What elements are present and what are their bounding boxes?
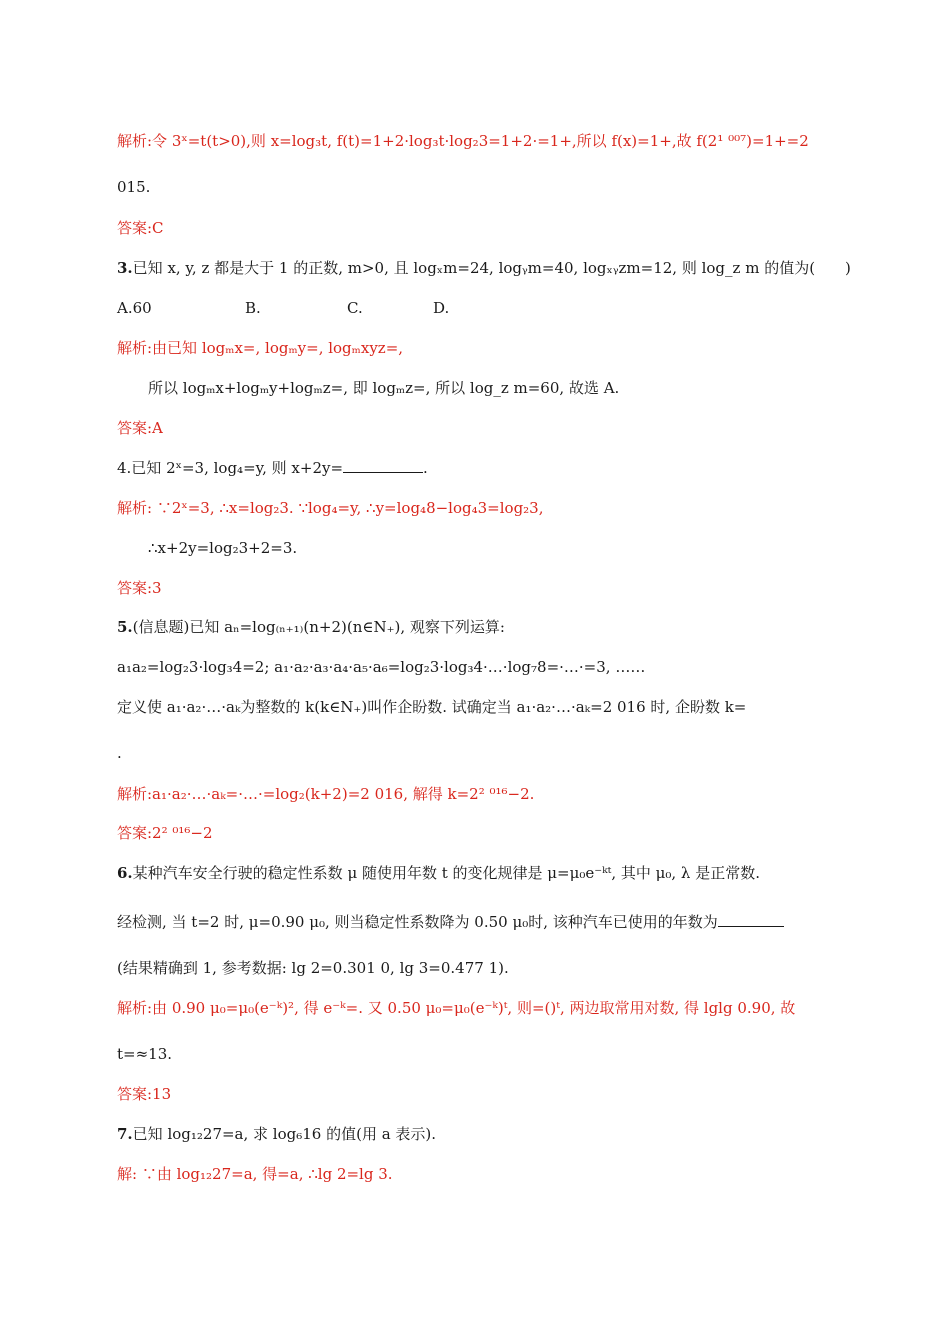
option-c: C. <box>347 299 363 317</box>
solution-line: 所以 logₘx+logₘy+logₘz=, 即 logₘz=, 所以 log_z m=60, 故选 A. <box>148 379 620 397</box>
question-3: 3.已知 x, y, z 都是大于 1 的正数, m>0, 且 logₓm=24, logᵧm=40, logₓᵧzm=12, 则 log_z m 的值为( ) <box>117 259 851 277</box>
answer-line: 答案:A <box>117 419 163 437</box>
option-a: A.60 <box>117 299 152 317</box>
question-5: 5.(信息题)已知 aₙ=log₍ₙ₊₁₎(n+2)(n∈N₊), 观察下列运算: <box>117 618 505 636</box>
answer-line: 答案:2² ⁰¹⁶−2 <box>117 824 213 842</box>
solution-continuation: 015. <box>117 178 151 196</box>
solution-line: 解析:a₁·a₂·…·aₖ=·…·=log₂(k+2)=2 016, 解得 k=2² ⁰¹⁶−2. <box>117 785 535 803</box>
question-3-options <box>117 298 840 318</box>
question-4 <box>117 458 840 478</box>
question-5-line: a₁a₂=log₂3·log₃4=2; a₁·a₂·a₃·a₄·a₅·a₆=log₂3·log₃4·…·log₇8=·…·=3, …… <box>117 658 646 676</box>
solution-line: 解析: ∵2ˣ=3, ∴x=log₂3. ∵log₄=y, ∴y=log₄8−log₄3=log₂3, <box>117 499 544 517</box>
answer-blank <box>718 912 784 927</box>
question-6: 6.某种汽车安全行驶的稳定性系数 μ 随使用年数 t 的变化规律是 μ=μ₀e⁻ᵏᵗ, 其中 μ₀, λ 是正常数. <box>117 864 760 882</box>
solution-line: ∴x+2y=log₂3+2=3. <box>148 539 298 557</box>
question-4-end: . <box>423 459 428 477</box>
solution-continuation: t=≈13. <box>117 1045 173 1063</box>
solution-line: 解析:由已知 logₘx=, logₘy=, logₘxyz=, <box>117 339 404 357</box>
question-6-note: (结果精确到 1, 参考数据: lg 2=0.301 0, lg 3=0.477 1). <box>117 959 509 977</box>
question-5-line: 定义使 a₁·a₂·…·aₖ为整数的 k(k∈N₊)叫作企盼数. 试确定当 a₁·a₂·…·aₖ=2 016 时, 企盼数 k= <box>117 698 747 716</box>
answer-blank <box>343 458 423 473</box>
solution-line: 解析:由 0.90 μ₀=μ₀(e⁻ᵏ)², 得 e⁻ᵏ=. 又 0.50 μ₀=μ₀(e⁻ᵏ)ᵗ, 则=()ᵗ, 两边取常用对数, 得 lglg 0.90, 故 <box>117 999 796 1017</box>
solution-line: 解: ∵由 log₁₂27=a, 得=a, ∴lg 2=lg 3. <box>117 1165 393 1183</box>
answer-line: 答案:C <box>117 219 164 237</box>
question-4-text: 4.已知 2ˣ=3, log₄=y, 则 x+2y= <box>117 459 344 477</box>
question-6-line <box>117 912 840 932</box>
solution-text: 解析:令 3ˣ=t(t>0),则 x=log₃t, f(t)=1+2·log₃t·log₂3=1+2·=1+,所以 f(x)=1+,故 f(2¹ ⁰⁰⁷)=1+=2 <box>117 132 809 150</box>
question-7: 7.已知 log₁₂27=a, 求 log₆16 的值(用 a 表示). <box>117 1125 437 1143</box>
answer-line: 答案:3 <box>117 579 162 597</box>
option-d: D. <box>433 299 450 317</box>
solution-line <box>117 131 840 151</box>
question-6-text: 经检测, 当 t=2 时, μ=0.90 μ₀, 则当稳定性系数降为 0.50 μ₀时, 该种汽车已使用的年数为 <box>117 913 718 931</box>
option-b: B. <box>245 299 261 317</box>
answer-line: 答案:13 <box>117 1085 172 1103</box>
question-5-end: . <box>117 744 122 762</box>
